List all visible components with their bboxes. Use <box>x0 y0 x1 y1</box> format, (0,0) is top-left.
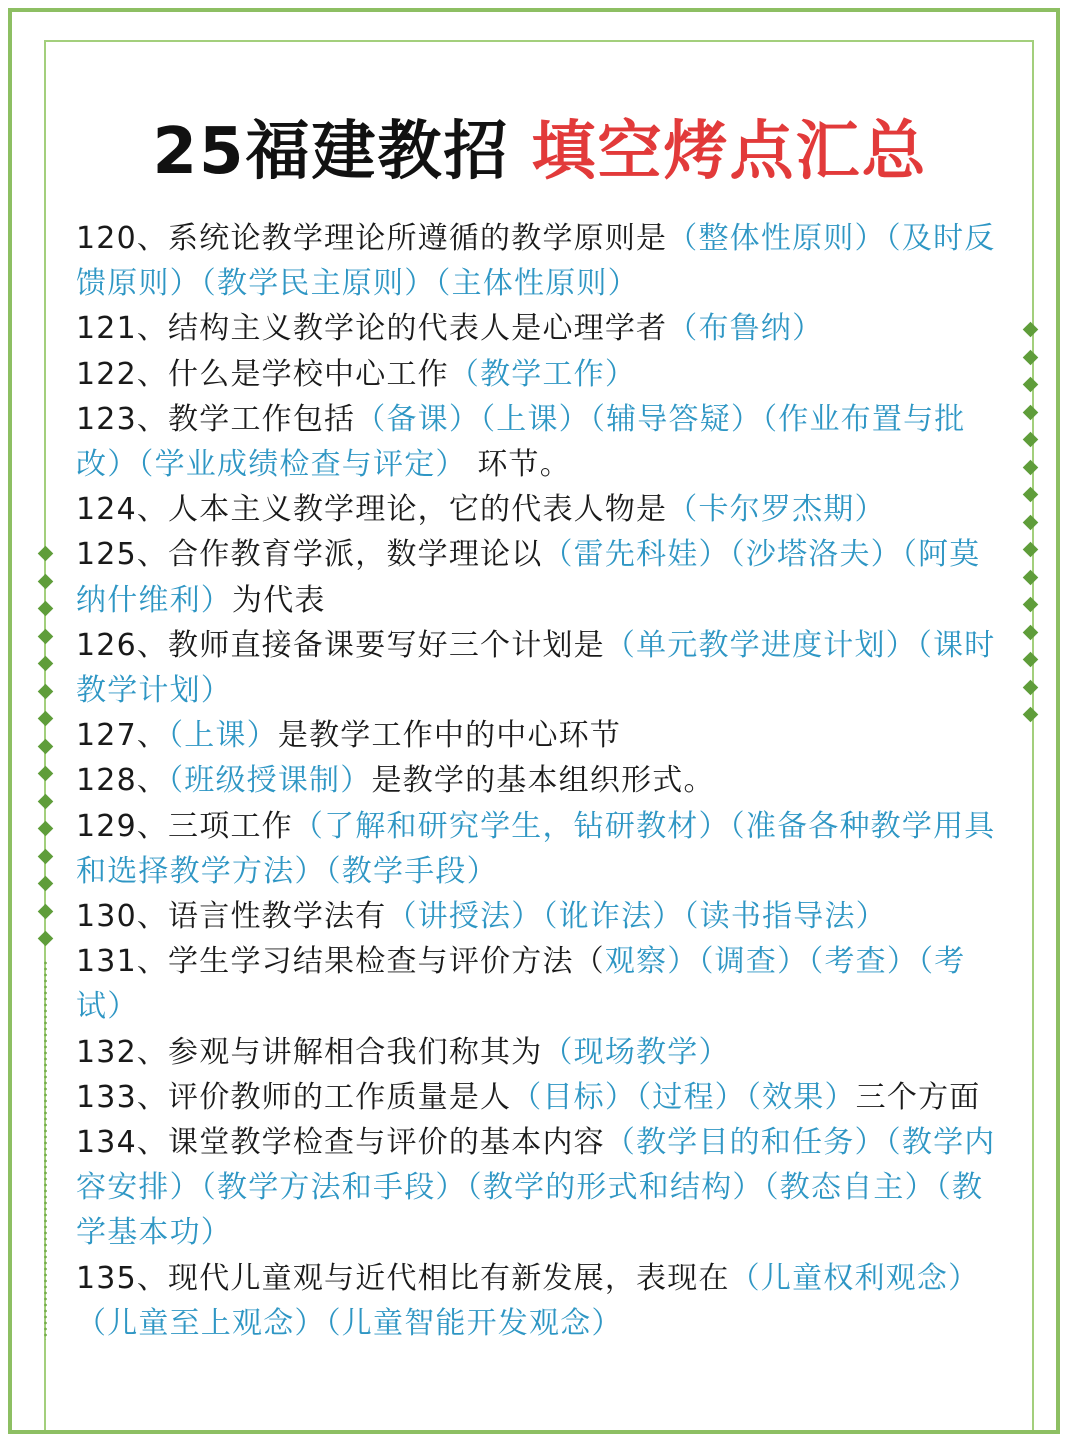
list-item <box>76 397 1006 487</box>
answer-text: （了解和研究学生，钻研教材）（准备各种教学用具和选择教学方法）（教学手段） <box>76 808 996 889</box>
question-text: 120、系统论教学理论所遵循的教学原则是 <box>76 221 668 256</box>
answer-text: （目标）（过程）（效果） <box>511 1079 856 1115</box>
answer-text: （上课） <box>168 718 278 754</box>
answer-text: 观察）（调查）（考查）（考试） <box>76 944 966 1025</box>
question-text: 134、课堂教学检查与评价的基本内容 <box>76 1125 605 1161</box>
title-main: 25福建教招 <box>152 115 510 189</box>
answer-text: （备课）（上课）（辅导答疑）（作业布置与批改）（学业成绩检查与评定） <box>76 401 966 483</box>
list-item <box>76 758 1006 803</box>
question-text: 环节。 <box>466 447 571 483</box>
qa-list <box>76 216 1006 1346</box>
question-text: 128、 <box>76 763 169 799</box>
question-text: 是教学工作中的中心环节 <box>277 718 622 754</box>
question-text: 130、语言性教学法有 <box>76 899 387 935</box>
answer-text: （单元教学进度计划）（课时教学计划） <box>76 627 996 709</box>
question-text: 125、合作教育学派，数学理论以 <box>76 537 543 573</box>
question-text: 三个方面 <box>855 1079 981 1115</box>
question-text: 122、什么是学校中心工作 <box>76 356 449 392</box>
list-item <box>76 532 1006 622</box>
answer-text: （教学工作） <box>448 356 637 392</box>
answer-text: （儿童权利观念）（儿童至上观念）（儿童智能开发观念） <box>76 1260 980 1341</box>
list-item <box>76 623 1006 713</box>
dotted-line <box>44 960 47 1340</box>
answer-text: （雷先科娃）（沙塔洛夫）（阿莫纳什维利） <box>76 537 981 618</box>
answer-text: （布鲁纳） <box>667 311 824 347</box>
list-item <box>76 306 1006 351</box>
question-text: 127、 <box>76 718 169 754</box>
question-text: 133、评价教师的工作质量是人 <box>76 1079 512 1115</box>
question-text: 124、人本主义教学理论，它的代表人物是 <box>76 492 668 528</box>
answer-text: （整体性原则）（及时反馈原则）（教学民主原则）（主体性原则） <box>76 221 996 302</box>
answer-text: （现场教学） <box>542 1034 730 1070</box>
question-text: 135、现代儿童观与近代相比有新发展，表现在 <box>76 1260 730 1296</box>
question-text: 129、三项工作 <box>76 808 293 844</box>
question-text: 131、学生学习结果检查与评价方法（ <box>76 944 605 980</box>
list-item <box>76 1256 1006 1346</box>
list-item <box>76 1120 1006 1256</box>
list-item <box>76 216 1006 306</box>
answer-text: （卡尔罗杰期） <box>667 492 886 528</box>
question-text: 126、教师直接备课要写好三个计划是 <box>76 627 605 663</box>
question-text: 123、教学工作包括 <box>76 401 356 437</box>
page-title <box>0 100 1080 192</box>
list-item <box>76 487 1006 532</box>
list-item <box>76 894 1006 939</box>
list-item <box>76 804 1006 894</box>
question-text: 是教学的基本组织形式。 <box>371 763 715 799</box>
list-item <box>76 939 1006 1029</box>
answer-text: （班级授课制） <box>168 763 372 799</box>
list-item <box>76 1075 1006 1120</box>
answer-text: （教学目的和任务）（教学内容安排）（教学方法和手段）（教学的形式和结构）（教态自主）（教学基本功） <box>76 1125 996 1251</box>
title-highlight: 填空烤点汇总 <box>531 115 928 189</box>
list-item <box>76 352 1006 397</box>
question-text: 132、参观与讲解相合我们称其为 <box>76 1034 543 1070</box>
answer-text: （讲授法）（讹诈法）（读书指导法） <box>386 899 887 935</box>
question-text: 121、结构主义教学论的代表人是心理学者 <box>76 311 668 347</box>
question-text: 为代表 <box>232 582 326 618</box>
list-item <box>76 713 1006 758</box>
list-item <box>76 1030 1006 1075</box>
